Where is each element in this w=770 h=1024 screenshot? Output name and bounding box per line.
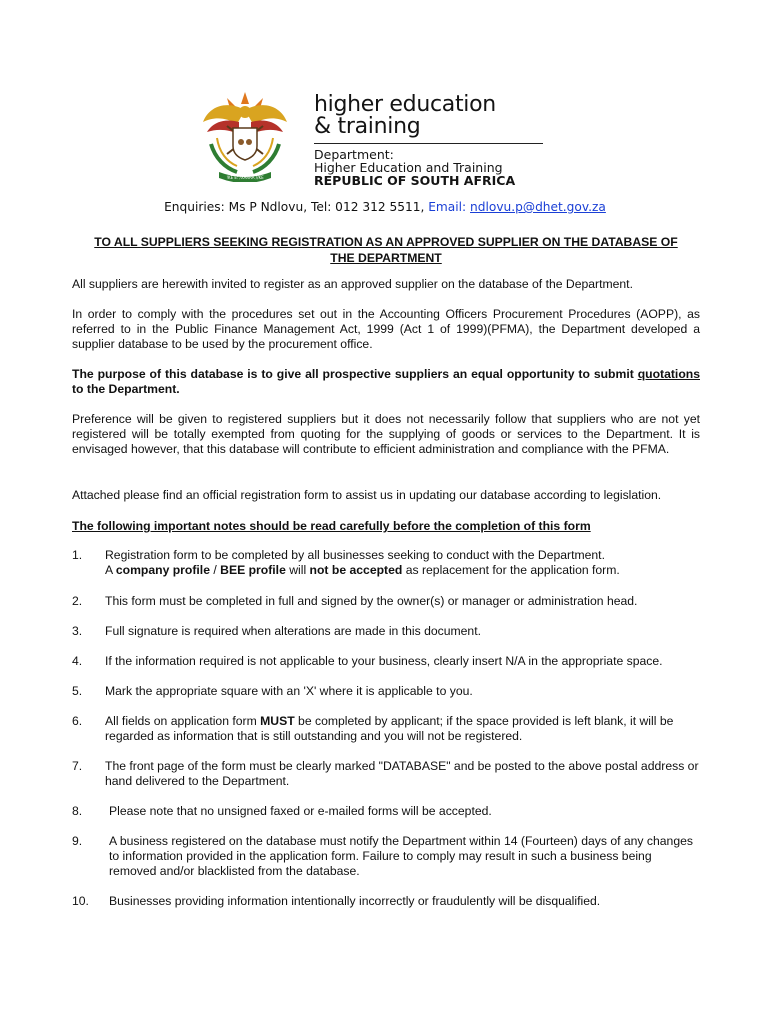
item-text: The front page of the form must be clearly marked "DATABASE" and be posted to the above postal address or hand delivered to the Department. xyxy=(105,759,699,788)
department-name: Higher Education and Training xyxy=(314,160,503,175)
item-text: A business registered on the database must notify the Department within 14 (Fourteen) days of any changes to information provided in the application form. Failure to comply may result in such a business being removed and/or blacklisted from the database. xyxy=(109,834,693,878)
item-number: 6. xyxy=(72,714,83,728)
purpose-quotations: quotations xyxy=(637,367,700,381)
email-link[interactable]: ndlovu.p@dhet.gov.za xyxy=(470,200,606,214)
enquiries-text: Enquiries: Ms P Ndlovu, Tel: 012 312 5511, xyxy=(164,200,429,214)
item-text: Full signature is required when alterations are made in this document. xyxy=(105,624,481,638)
item-text: Mark the appropriate square with an 'X' where it is applicable to you. xyxy=(105,684,473,698)
item-text xyxy=(105,548,702,578)
brand-text xyxy=(314,88,554,188)
item-number: 9. xyxy=(72,834,83,848)
item-number: 2. xyxy=(72,594,83,608)
item-number: 4. xyxy=(72,654,83,668)
item-number: 10. xyxy=(72,894,89,908)
department-label: Department: xyxy=(314,147,394,162)
paragraph-compliance: In order to comply with the procedures set out in the Accounting Officers Procurement Procedures (AOPP), as referred to in the Public Finance Management Act, 1999 (Act 1 of 1999)(PFMA), the Department developed a supplier database to be used by the procurement office. xyxy=(72,307,700,351)
item-number: 1. xyxy=(72,548,83,562)
item-text: This form must be completed in full and signed by the owner(s) or manager or administration head. xyxy=(105,594,638,608)
item-number: 8. xyxy=(72,804,83,818)
item-text: Please note that no unsigned faxed or e-mailed forms will be accepted. xyxy=(109,804,492,818)
paragraph-attached: Attached please find an official registration form to assist us in updating our database according to legislation. xyxy=(72,488,662,502)
item-number: 3. xyxy=(72,624,83,638)
item-1-line-2: A company profile / BEE profile will not be accepted as replacement for the application form. xyxy=(105,563,620,577)
item-text: If the information required is not applicable to your business, clearly insert N/A in the appropriate space. xyxy=(105,654,663,668)
email-label: Email: xyxy=(428,200,471,214)
item-number: 5. xyxy=(72,684,83,698)
item-text: All fields on application form MUST be completed by applicant; if the space provided is left blank, it will be regarded as information that is still outstanding and you will not be registered. xyxy=(105,714,674,743)
purpose-text-b: to the Department. xyxy=(72,382,180,396)
brand-line-2: & training xyxy=(314,114,421,139)
country-name: REPUBLIC OF SOUTH AFRICA xyxy=(314,173,516,188)
item-1-line-1: Registration form to be completed by all businesses seeking to conduct with the Department. xyxy=(105,548,605,562)
brand-line-1: higher education xyxy=(314,92,496,117)
notes-heading: The following important notes should be read carefully before the completion of this form xyxy=(72,519,591,533)
paragraph-preference: Preference will be given to registered suppliers but it does not necessarily follow that suppliers who are not yet registered will be totally exempted from quoting for the supplying of goods or services to the Department. It is envisaged however, that this database will contribute to efficient administration and compliance with the PFMA. xyxy=(72,412,700,456)
title-line-1: TO ALL SUPPLIERS SEEKING REGISTRATION AS AN APPROVED SUPPLIER ON THE DATABASE OF xyxy=(94,235,678,249)
item-number: 7. xyxy=(72,759,83,773)
paragraph-invitation: All suppliers are herewith invited to register as an approved supplier on the database of the Department. xyxy=(72,277,633,291)
brand-divider xyxy=(314,143,543,144)
document-title xyxy=(72,234,700,266)
department-logo xyxy=(197,88,557,188)
purpose-text-a: The purpose of this database is to give all prospective suppliers an equal opportunity to submit xyxy=(72,367,638,381)
item-text: Businesses providing information intentionally incorrectly or fraudulently will be disqualified. xyxy=(109,894,601,908)
paragraph-purpose xyxy=(72,367,700,397)
motto-text: !KE E: /XARRA //KE xyxy=(226,175,264,180)
title-line-2: THE DEPARTMENT xyxy=(330,251,442,265)
coat-of-arms-icon xyxy=(197,88,293,182)
enquiries-line xyxy=(0,200,770,214)
